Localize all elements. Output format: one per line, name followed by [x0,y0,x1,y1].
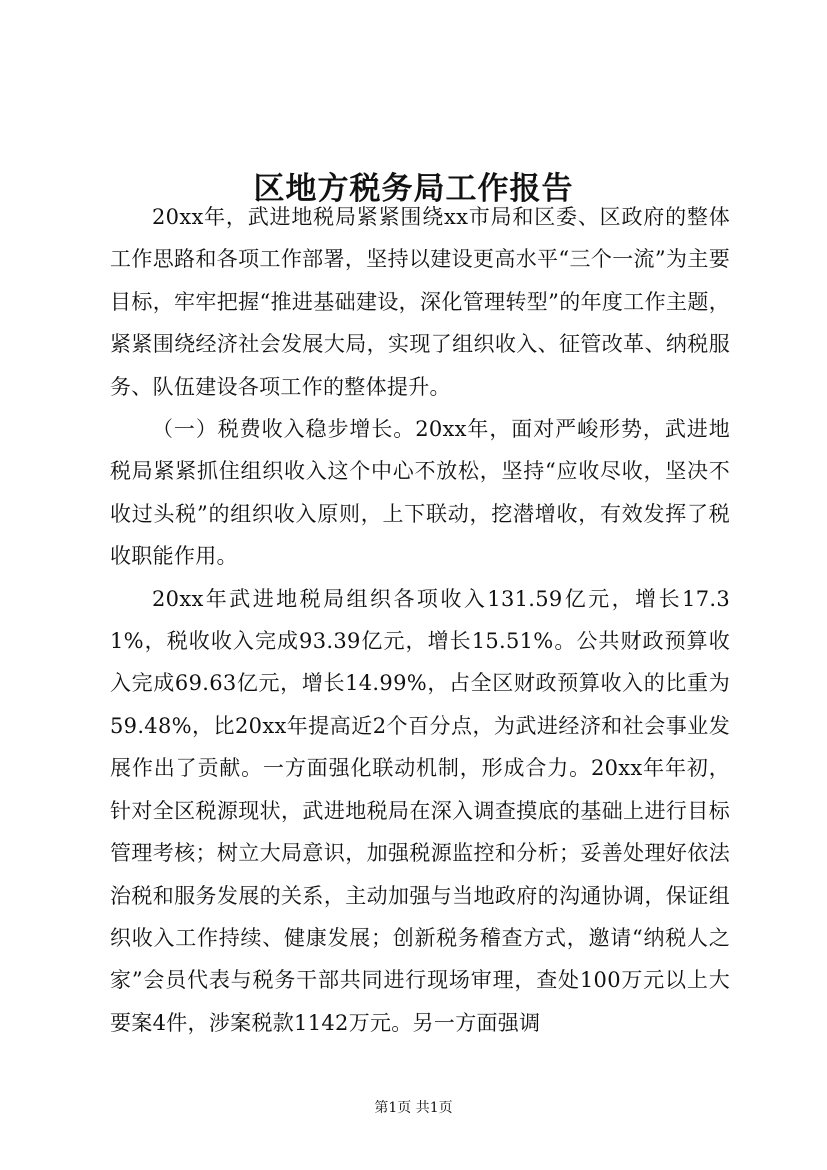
document-body [110,196,730,1044]
paragraph-tax-revenue: （一）税费收入稳步增长。20xx年，面对严峻形势，武进地税局紧紧抓住组织收入这个中心不放松，坚持“应收尽收，坚决不收过头税”的组织收入原则，上下联动，挖潜增收，有效发挥了税收职能作用。 [110,417,730,569]
document-title: 区地方税务局工作报告 [253,170,574,207]
paragraph-revenue-figures: 20xx年武进地税局组织各项收入131.59亿元，增长17.31%，税收收入完成93.39亿元，增长15.51%。公共财政预算收入完成69.63亿元，增长14.99%，占全区财政预算收入的比重为59.48%，比20xx年提高近2个百分点，为武进经济和社会事业发展作出了贡献。一方面强化联动机制，形成合力。20xx年年初，针对全区税源现状，武进地税局在深入调查摸底的基础上进行目标管理考核；树立大局意识，加强税源监控和分析；妥善处理好依法治税和服务发展的关系，主动加强与当地政府的沟通协调，保证组织收入工作持续、健康发展；创新税务稽查方式，邀请“纳税人之家”会员代表与税务干部共同进行现场审理，查处100万元以上大要案4件，涉案税款1142万元。另一方面强调 [110,586,730,1035]
paragraph-intro: 20xx年，武进地税局紧紧围绕xx市局和区委、区政府的整体工作思路和各项工作部署，坚持以建设更高水平“三个一流”为主要目标，牢牢把握“推进基础建设，深化管理转型”的年度工作主题，紧紧围绕经济社会发展大局，实现了组织收入、征管改革、纳税服务、队伍建设各项工作的整体提升。 [110,205,730,399]
page-footer: 第1页 共1页 [374,1100,453,1116]
